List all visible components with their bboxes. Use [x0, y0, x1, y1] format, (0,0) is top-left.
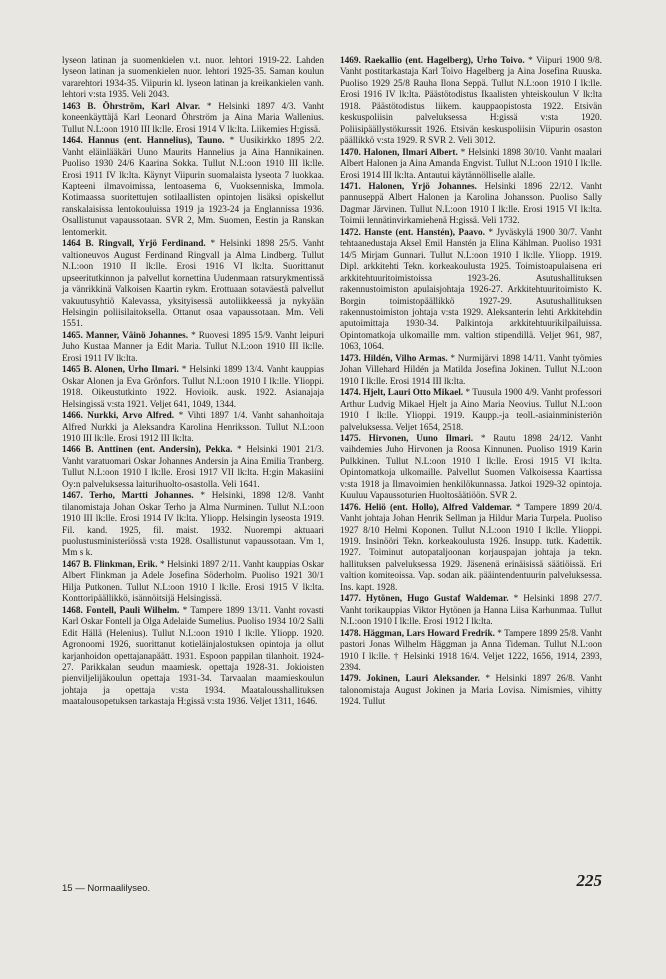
entry-heading: 1466. Nurkki, Arvo Alfred. — [62, 411, 175, 422]
register-entry — [62, 239, 324, 331]
register-entry — [62, 491, 324, 560]
entry-heading: 1478. Häggman, Lars Howard Fredrik. — [340, 628, 495, 639]
register-entry — [62, 411, 324, 445]
entry-heading: 1467 B. Flinkman, Erik. — [62, 559, 158, 570]
entry-heading: 1467. Terho, Martti Johannes. — [62, 491, 194, 502]
entry-text: * Helsinki 1898 25/5. Vanht valtioneuvos August Ferdinand Ringvall ja Alma Lindberg. Tullut N.L:oon 1910 II lk:lle. Erosi 1916 VI lk:lta. Suorittanut upseeritutkinnon ja palvellut kornettina Uudenmaan ratsurykmentissä ja vänrikkinä Valkoisen Kaartin rykm. Erottuaan sotaväestä palvellut vakuutusyhtiö Kalevassa, yksityisessä autoliikkeessä ja nykyään Helsingin poliisilaitoksella. Ottanut osaa vapaussotaan. Mm. Veli 1551. — [62, 239, 324, 330]
entry-heading: 1474. Hjelt, Lauri Otto Mikael. — [340, 388, 464, 399]
entry-text: * Tampere 1899 25/8. Vanht pastori Jonas Wilhelm Häggman ja Anna Tideman. Tullut N.L:oon 1910 I lk:lle. † Helsinki 1918 16/4. Veljet 1222, 1656, 1914, 2393, 2394. — [340, 628, 602, 674]
entry-heading: 1468. Fontell, Pauli Wilhelm. — [62, 605, 180, 616]
register-entry — [62, 365, 324, 411]
entry-text: * Tuusula 1900 4/9. Vanht professori Arthur Ludvig Mikael Hjelt ja Aino Maria Neovius. Tullut N.L:oon 1910 I lk:lle. Ylioppi. 1919. Kaupp.-ja teoll.-asiainministeriön palveluksessa. Veljet 1654, 2518. — [340, 388, 602, 433]
entry-heading: 1473. Hildén, Vilho Armas. — [340, 353, 448, 364]
register-entry — [340, 503, 602, 595]
register-entry — [340, 674, 602, 708]
entry-heading: 1463 B. Öhrström, Karl Alvar. — [62, 101, 201, 112]
entry-text: * Rautu 1898 24/12. Vanht vaihdemies Juho Hirvonen ja Roosa Kinnunen. Puoliso 1919 Karin Pulkkinen. Tullut N.L:oon 1910 I lk:lle. Erosi 1915 VI lk:lta. Opintomatkoja ulkomaille. Palvellut Suomen Valkoisessa Kaartissa v:sta 1918 ja Ilmavoimien henkilökunnassa. Jatkoi 1929-32 opintoja. Kuuluu Vapaussoturien Huoltosäätiöön. SVR 2. — [340, 433, 602, 502]
entry-text: * Helsinki, 1898 12/8. Vanht tilanomistaja Johan Oskar Terho ja Alma Nurminen. Tullut N.L:oon 1910 III lk:lle. Erosi 1914 IV lk:lta. Yliopp. Helsingin lyseosta 1919. Fil. kand. 1925, fil. maist. 1932. Nuorempi aktuaari puolustusministeriössä v:sta 1928. Osallistunut vapaussotaan. Vm 1, Mm s k. — [62, 491, 324, 559]
entry-text: * Uusikirkko 1895 2/2. Vanht eläinlääkäri Uuno Maurits Hannelius ja Aina Hannikainen. Puoliso 1930 24/6 Kaarina Sokka. Tullut N.L:oon 1910 III lk:lle. Erosi 1911 IV lk:lta. Käynyt Viipurin suomalaista lyseota 7 luokkaa. Kapteeni ilmavoimissa, lentoasema 6, Vuoksenniska, Immola. Kotimaassa suoritettujen sotilaallisten opintojen lisäksi opiskellut ranskalaisissa lentokouluissa 1919 ja 1923-24 ja Englannissa 1936. Osallistunut vapaussotaan. SVR 2, Mm. Suomen, Eestin ja Ranskan lentomerkit. — [62, 136, 324, 238]
entry-text: * Helsinki 1898 30/10. Vanht maalari Albert Halonen ja Aina Amanda Engvist. Tullut N.L:oon 1910 I lk:lle. Erosi 1914 III lk:lta. Antautui käytännölliselle alalle. — [340, 147, 603, 181]
entry-heading: 1471. Halonen, Yrjö Johannes. — [340, 181, 477, 192]
entry-text: * Viipuri 1900 9/8. Vanht postitarkastaja Karl Toivo Hagelberg ja Aina Josefina Ruuska. Puoliso 1929 25/8 Rauha Ilona Seppä. Tullut N.L:oon 1910 I lk:lle. Erosi 1916 IV lk:lta. Päästötodistus Ikaalisten yhteiskoulun V lk:lta 1918. Päästötodistus liikem. kauppaopistosta 1922. Etsivän keskuspoliisin palveluksessa H:gissä v:sta 1920. Poliisipäällystökurssit 1926. Etsivän keskuspoliisin Viipurin osaston päällikkö v:sta 1929. R SVR 2. Veli 3012. — [340, 56, 602, 147]
entry-text: * Helsinki 1897 26/8. Vanht talonomistaja August Jokinen ja Maria Lovisa. Nimismies, vihitty 1924. Tullut — [340, 674, 603, 708]
register-entry — [62, 560, 324, 606]
entry-text: lyseon latinan ja suomenkielen v.t. nuor. lehtori 1919-22. Lahden lyseon latinan ja suomenkielen nuor. lehtori 1925-35. Saman koulun vararehtori 1934-35. Viipurin kl. lyseon latinan ja kreikankielen vanh. lehtori v:sta 1935. Veli 2043. — [62, 56, 324, 101]
entry-text: * Ruovesi 1895 15/9. Vanht leipuri Juho Kustaa Manner ja Edit Maria. Tullut N.L:oon 1910 III lk:lle. Erosi 1911 IV lk:lta. — [62, 330, 325, 364]
register-entry — [340, 148, 602, 182]
register-entry — [62, 136, 324, 239]
entry-text: * Jyväskylä 1900 30/7. Vanht tehtaanedustaja Aksel Emil Hanstén ja Elina Kählman. Puoliso 1931 14/5 Mirjam Gunnari. Tullut N.L:oon 1910 I lk:lle. Yliopp. 1919. Dipl. arkkitehti Tekn. korkeakoulusta 1925. Toimistoapulaisena eri arkkitehtuuritoimistoissa 1923-26. Asutushallituksen rakennustoimiston apulaisjohtaja 1926-27. Arkkitehtuuritoimisto K. Borgin toimistopäällikkö 1927-29. Asutushallituksen rakennustoimiston johtaja v:sta 1929. Aleksanterin lehti Arkkitehdin aputoimittaja 1930-34. Palkintoja arkkitehtuurikilpailuissa. Opintomatkoja ulkomaille mm. valtion stipendillä. Veljet 961, 987, 1063, 1064. — [340, 227, 602, 353]
register-entry — [62, 56, 324, 102]
entry-heading: 1472. Hanste (ent. Hanstén), Paavo. — [340, 227, 485, 238]
entry-heading: 1464. Hannus (ent. Hannelius), Tauno. — [62, 136, 225, 147]
register-entry — [340, 388, 602, 434]
entry-heading: 1469. Raekallio (ent. Hagelberg), Urho Toivo. — [340, 56, 525, 66]
footer-note: 15 — Normaalilyseo. — [62, 883, 151, 894]
entry-heading: 1464 B. Ringvall, Yrjö Ferdinand. — [62, 239, 206, 250]
entry-heading: 1470. Halonen, Ilmari Albert. — [340, 147, 458, 158]
register-entry — [62, 102, 324, 136]
register-entry — [340, 182, 602, 228]
register-entry — [340, 594, 602, 628]
register-entry — [340, 629, 602, 675]
entry-text: * Helsinki 1897 4/3. Vanht koneenkäyttäjä Karl Leonard Öhrström ja Aina Maria Wallenius. Tullut N.L:oon 1910 III lk:lle. Erosi 1914 V lk:lta. Liikemies H:gissä. — [62, 101, 324, 135]
entry-heading: 1465 B. Alonen, Urho Ilmari. — [62, 365, 179, 376]
register-entry — [340, 354, 602, 388]
left-text-column — [62, 56, 324, 709]
entry-text: * Tampere 1899 13/11. Vanht rovasti Karl Oskar Fontell ja Olga Adelaide Sumelius. Puoliso 1934 10/2 Salli Edit Hällä (Helenius). Tullut N.L:oon 1910 I lk:lle. Yliopp. 1920. Agronoomi 1926, suorittanut kotieläinjalostuksen opintoja ja ollut karjanhoidon opettajanapäätt. 1931. Espoon pappilan tilanhoit. 1924-27. Parikkalan seudun maamiesk. opettaja 1928-31. Jokioisten pienviljelijäkoulun opettaja 1931-34. Tarvaalan maamieskoulun johtaja ja opettaja v:sta 1934. Maatalousshallituksen maatalousopetuksen tarkastaja H:gissä v:sta 1936. Veljet 1311, 1646. — [62, 605, 325, 708]
register-entry — [340, 434, 602, 503]
entry-text: * Helsinki 1897 2/11. Vanht kauppias Oskar Albert Flinkman ja Adele Josefina Söderholm. Puoliso 1921 30/1 Hilja Putkonen. Tullut N.L:oon 1910 I lk:lle. Erosi 1915 V lk:lta. Konttoripäällikkö, isännöitsijä Helsingissä. — [62, 559, 325, 605]
entry-text: * Helsinki 1901 21/3. Vanht varatuomari Oskar Johannes Andersin ja Aina Emilia Tranberg. Tullut N.L:oon 1910 I lk:lle. Erosi 1917 VII lk:lta. H:gin Makasiini Oy:n palveluksessa laiturihuolto-osastolla. Veli 1641. — [62, 445, 324, 490]
entry-text: * Helsinki 1898 27/7. Vanht torikauppias Viktor Hytönen ja Hanna Liisa Karhunmaa. Tullut N.L:oon 1910 I lk:lle. Erosi 1912 I lk:lta. — [340, 594, 603, 628]
entry-text: Helsinki 1896 22/12. Vanht pannuseppä Albert Halonen ja Karolina Johansson. Puoliso Sally Dagmar Järvinen. Tullut N.L:oon 1910 I lk:lle. Erosi 1915 VI lk:lta. Toimii lennätinvirkamiehenä H:gissä. Veli 1732. — [340, 181, 602, 227]
entry-heading: 1479. Jokinen, Lauri Aleksander. — [340, 674, 480, 685]
register-entry — [62, 606, 324, 709]
entry-heading: 1465. Manner, Väinö Johannes. — [62, 330, 189, 341]
entry-text: * Helsinki 1899 13/4. Vanht kauppias Oskar Alonen ja Eva Grönfors. Tullut N.L:oon 1910 I lk:lle. Ylioppi. 1918. Oikeustutkinto 1922. Hovioik. ausk. 1922. Asianajaja Helsingissä v:sta 1921. Veljet 641, 1049, 1344. — [62, 365, 324, 410]
register-entry — [340, 56, 602, 148]
entry-heading: 1466 B. Anttinen (ent. Andersin), Pekka. — [62, 445, 233, 456]
register-entry — [340, 228, 602, 354]
right-text-column — [340, 56, 602, 709]
page-number: 225 — [576, 871, 602, 890]
entry-heading: 1475. Hirvonen, Uuno Ilmari. — [340, 433, 474, 444]
entry-text: * Nurmijärvi 1898 14/11. Vanht työmies Johan Villehard Hildén ja Matilda Josefina Jokinen. Tullut N.L:oon 1910 I lk:lle. Erosi 1914 III lk:lta. — [340, 353, 603, 387]
register-entry — [62, 445, 324, 491]
entry-text: * Tampere 1899 20/4. Vanht johtaja Johan Henrik Sellman ja Hildur Maria Turpela. Puoliso 1927 8/10 Helmi Koponen. Tullut N.L:oon 1910 I lk:lle. Ylioppi. 1919. Insinööri Tekn. korkeakoulusta 1926. Insupp. tutk. Kadettik. 1927. Toiminut autopataljoonan korjauspajan johtaja ja tekn. hallituksen palveluksessa 1929. Jäsenenä erinäisissä säätiöissä. Eri valtion komiteoissa. Vap. sodan aik. pääintendentuurin palveluksessa. Ins. kapt. 1928. — [340, 502, 603, 593]
entry-heading: 1477. Hytönen, Hugo Gustaf Waldemar. — [340, 594, 509, 605]
entry-heading: 1476. Heliö (ent. Hollo), Alfred Valdemar. — [340, 502, 512, 513]
register-entry — [62, 331, 324, 365]
entry-text: * Vihti 1897 1/4. Vanht sahanhoitaja Alfred Nurkki ja Aleksandra Karolina Henriksson. Tullut N.L:oon 1910 III lk:lle. Erosi 1912 III lk:lta. — [62, 411, 324, 444]
page-footer — [62, 871, 602, 899]
